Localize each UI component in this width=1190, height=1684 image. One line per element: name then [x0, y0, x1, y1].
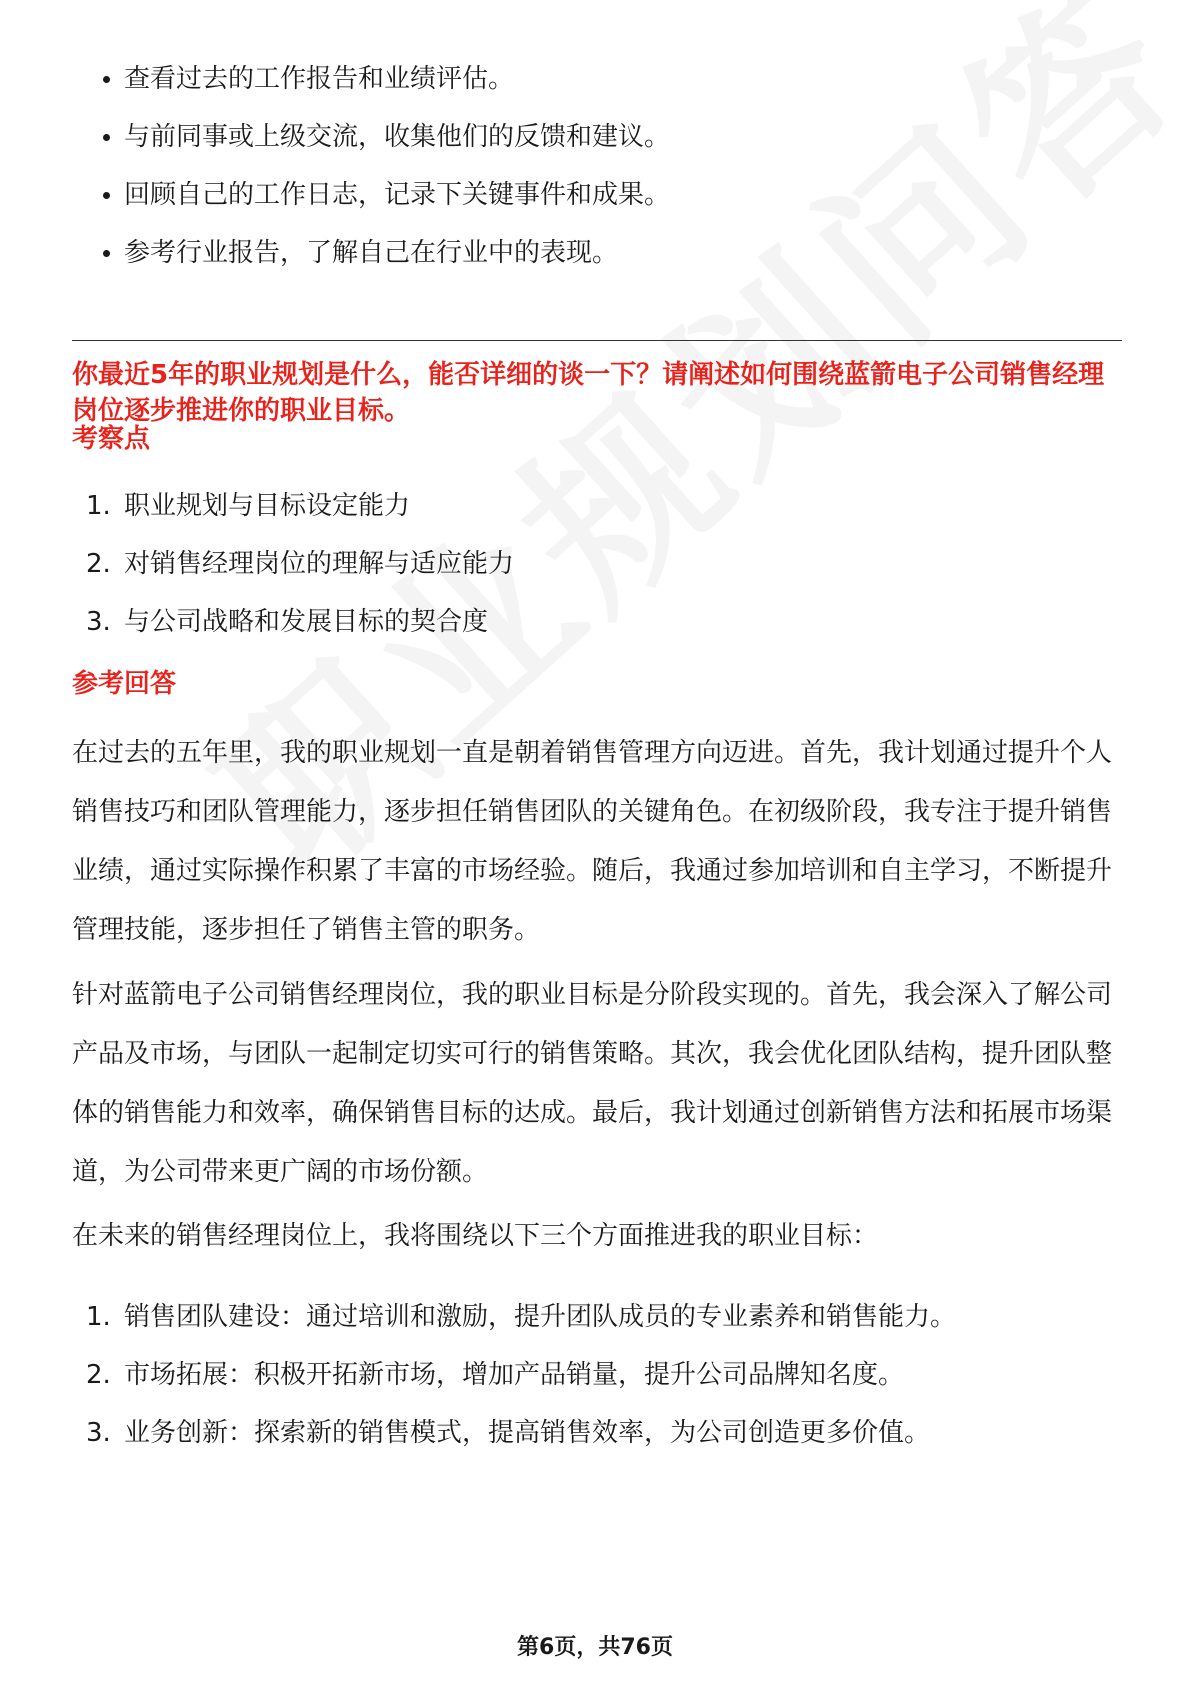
list-item — [72, 605, 1122, 663]
section-divider — [72, 340, 1122, 341]
answer-paragraph: 在未来的销售经理岗位上，我将围绕以下三个方面推进我的职业目标： — [72, 1221, 879, 1251]
list-item-text: 对销售经理岗位的理解与适应能力 — [124, 549, 515, 579]
assessment-list — [72, 489, 1122, 663]
list-item — [72, 1416, 1122, 1474]
bullet-icon — [103, 192, 110, 199]
list-item-text: 销售团队建设：通过培训和激励，提升团队成员的专业素养和销售能力。 — [124, 1302, 957, 1332]
item-number: 3. — [86, 1418, 111, 1448]
bullet-icon — [103, 250, 110, 257]
question-heading: 你最近5年的职业规划是什么，能否详细的谈一下？请阐述如何围绕蓝箭电子公司销售经理岗位逐步推进你的职业目标。 — [72, 360, 1105, 426]
item-number: 2. — [86, 549, 111, 579]
list-item — [72, 178, 1122, 236]
list-item-text: 职业规划与目标设定能力 — [124, 491, 411, 521]
list-item — [72, 1300, 1122, 1358]
list-item-text: 市场拓展：积极开拓新市场，增加产品销量，提升公司品牌知名度。 — [124, 1360, 905, 1390]
answer-paragraph: 针对蓝箭电子公司销售经理岗位，我的职业目标是分阶段实现的。首先，我会深入了解公司产品及市场，与团队一起制定切实可行的销售策略。其次，我会优化团队结构，提升团队整体的销售能力和效率，确保销售目标的达成。最后，我计划通过创新销售方法和拓展市场渠道，为公司带来更广阔的市场份额。 — [72, 980, 1113, 1187]
bullet-icon — [103, 134, 110, 141]
list-item-text: 查看过去的工作报告和业绩评估。 — [124, 64, 515, 94]
top-bullet-list — [72, 62, 1122, 294]
goals-list — [72, 1300, 1122, 1474]
answer-title: 参考回答 — [72, 669, 177, 699]
list-item-text: 与公司战略和发展目标的契合度 — [124, 607, 489, 637]
list-item — [72, 547, 1122, 605]
list-item — [72, 1358, 1122, 1416]
list-item — [72, 62, 1122, 120]
page-number: 第6页，共76页 — [517, 1635, 673, 1660]
list-item-text: 业务创新：探索新的销售模式，提高销售效率，为公司创造更多价值。 — [124, 1418, 931, 1448]
assessment-title: 考察点 — [72, 424, 151, 454]
bullet-icon — [103, 76, 110, 83]
list-item-text: 回顾自己的工作日志，记录下关键事件和成果。 — [124, 180, 671, 210]
item-number: 1. — [86, 1302, 111, 1332]
list-item — [72, 489, 1122, 547]
item-number: 2. — [86, 1360, 111, 1390]
item-number: 1. — [86, 491, 111, 521]
list-item — [72, 236, 1122, 294]
list-item-text: 与前同事或上级交流，收集他们的反馈和建议。 — [124, 122, 671, 152]
answer-paragraph: 在过去的五年里，我的职业规划一直是朝着销售管理方向迈进。首先，我计划通过提升个人销售技巧和团队管理能力，逐步担任销售团队的关键角色。在初级阶段，我专注于提升销售业绩，通过实际操作积累了丰富的市场经验。随后，我通过参加培训和自主学习，不断提升管理技能，逐步担任了销售主管的职务。 — [72, 738, 1113, 945]
item-number: 3. — [86, 607, 111, 637]
list-item — [72, 120, 1122, 178]
list-item-text: 参考行业报告，了解自己在行业中的表现。 — [124, 238, 619, 268]
